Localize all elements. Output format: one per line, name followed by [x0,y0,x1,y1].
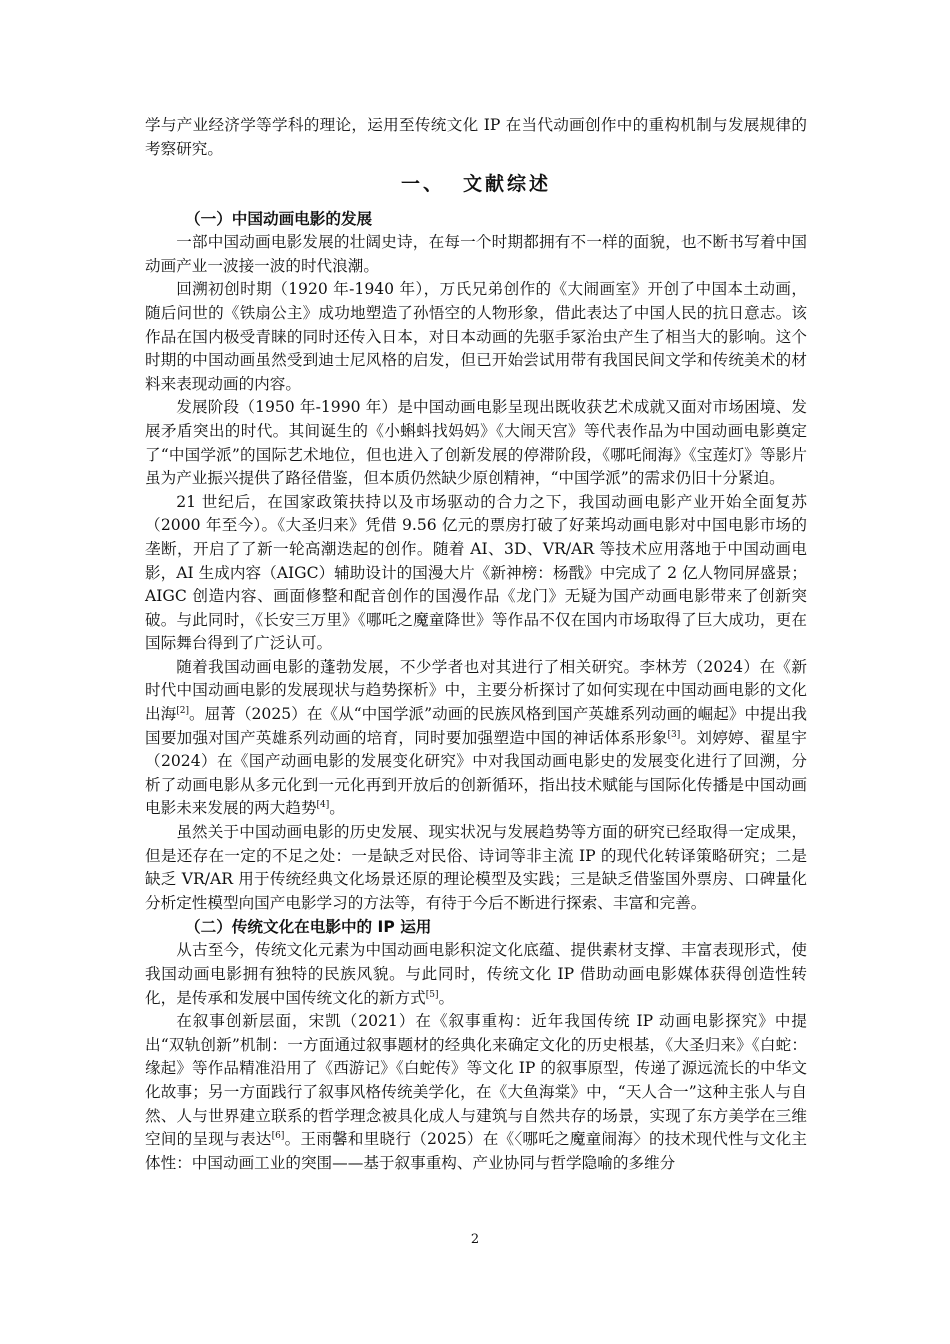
text-run: 。王雨馨和里晓行（2025）在《〈哪吒之魔童闹海〉的技术现代性与文化主体性：中国动画工业的突围——基于叙事重构、产业协同与哲学隐喻的多维分 [145,1130,807,1172]
text-run: 。 [329,799,345,818]
section1-paragraph-2: 回溯初创时期（1920 年-1940 年），万氏兄弟创作的《大闹画室》开创了中国本土动画，随后问世的《铁扇公主》成功地塑造了孙悟空的人物形象，借此表达了中国人民的抗日意志。该作品在国内极受青睐的同时还传入日本，对日本动画的先驱手冢治虫产生了相当大的影响。这个时期的中国动画虽然受到迪士尼风格的启发，但已开始尝试用带有我国民间文学和传统美术的材料来表现动画的内容。 [145,280,807,393]
section1-paragraph-4: 21 世纪后，在国家政策扶持以及市场驱动的合力之下，我国动画电影产业开始全面复苏（2000 年至今）。《大圣归来》凭借 9.56 亿元的票房打破了好莱坞动画电影对中国电影市场的垄断，开启了了新一轮高潮迭起的创作。随着 AI、3D、VR/AR 等技术应用落地于中国动画电影，AI 生成内容（AIGC）辅助设计的国漫大片《新神榜：杨戬》中完成了 2 亿人物同屏盛景；AIGC 创造内容、画面修整和配音创作的国漫作品《龙门》无疑为国产动画电影带来了创新突破。与此同时，《长安三万里》《哪吒之魔童降世》等作品不仅在国内市场取得了巨大成功，更在国际舞台得到了广泛认可。 [145,492,807,653]
chapter-heading [145,169,807,199]
citation-ref: [6] [271,1130,285,1141]
chapter-title: 文献综述 [463,173,552,196]
section-heading-1: （一）中国动画电影的发展 [185,210,373,229]
citation-ref: [4] [316,800,330,811]
section1-paragraph-3: 发展阶段（1950 年-1990 年）是中国动画电影呈现出既收获艺术成就又面对市场困境、发展矛盾突出的时代。其间诞生的《小蝌蚪找妈妈》《大闹天宫》等代表作品为中国动画电影奠定了“中国学派”的国际艺术地位，但也进入了创新发展的停滞阶段，《哪吒闹海》《宝莲灯》等影片虽为产业振兴提供了路径借鉴，但本质仍然缺少原创精神，“中国学派”的需求仍旧十分紧迫。 [145,398,807,488]
citation-ref: [2] [176,705,189,716]
text-run: 。刘婷婷、翟星宇（2024）在《国产动画电影的发展变化研究》中对我国动画电影史的发展变化进行了回溯，分析了动画电影从多元化到一元化再到开放后的创新循环，指出技术赋能与国际化传播是中国动画电影未来发展的两大趋势 [145,728,807,818]
section2-paragraph-2 [145,1010,807,1175]
section1-paragraph-5 [145,656,807,821]
section-heading-2: （二）传统文化在电影中的 IP 运用 [185,918,432,937]
chapter-number: 一、 [400,173,445,196]
intro-paragraph: 学与产业经济学等学科的理论，运用至传统文化 IP 在当代动画创作中的重构机制与发展规律的考察研究。 [145,116,807,158]
citation-ref: [3] [667,729,681,740]
section2-paragraph-1 [145,939,807,1010]
citation-ref: [5] [425,989,439,1000]
text-run: 。 [438,988,455,1007]
text-run: 随着我国动画电影的蓬勃发展，不少学者也对其进行了相关研究。李林芳（2024）在《新时代中国动画电影的发展现状与趋势探析》中，主要分析探讨了如何实现在中国动画电影的文化出海 [145,657,807,724]
section1-paragraph-6: 虽然关于中国动画电影的历史发展、现实状况与发展趋势等方面的研究已经取得一定成果，但是还存在一定的不足之处：一是缺乏对民俗、诗词等非主流 IP 的现代化转译策略研究；二是缺乏 VR/AR 用于传统经典文化场景还原的理论模型及实践；三是缺乏借鉴国外票房、口碑量化分析定性模型向国产电影学习的方法等，有待于今后不断进行探索、丰富和完善。 [145,823,807,912]
text-run: 。屈菁（2025）在《从“中国学派”动画的民族风格到国产英雄系列动画的崛起》中提出我国要加强对国产英雄系列动画的培育，同时要加强塑造中国的神话体系形象 [145,705,807,747]
text-run: 从古至今，传统文化元素为中国动画电影积淀文化底蕴、提供素材支撑、丰富表现形式，使我国动画电影拥有独特的民族风貌。与此同时，传统文化 IP 借助动画电影媒体获得创造性转化，是传承和发展中国传统文化的新方式 [145,941,807,1007]
page-content [145,114,807,1175]
page-number: 2 [470,1232,480,1247]
text-run: 在叙事创新层面，宋凯（2021）在《叙事重构：近年我国传统 IP 动画电影探究》中提出“双轨创新”机制：一方面通过叙事题材的经典化来确定文化的历史根基，《大圣归来》《白蛇：缘起》等作品精准沿用了《西游记》《白蛇传》等文化 IP 的叙事原型，传递了源远流长的中华文化故事；另一方面践行了叙事风格传统美学化，在《大鱼海棠》中，“天人合一”这种主张人与自然、人与世界建立联系的哲学理念被具化成人与建筑与自然共存的场景，实现了东方美学在三维空间的呈现与表达 [145,1012,807,1149]
section1-paragraph-1: 一部中国动画电影发展的壮阔史诗，在每一个时期都拥有不一样的面貌，也不断书写着中国动画产业一波接一波的时代浪潮。 [145,233,807,275]
